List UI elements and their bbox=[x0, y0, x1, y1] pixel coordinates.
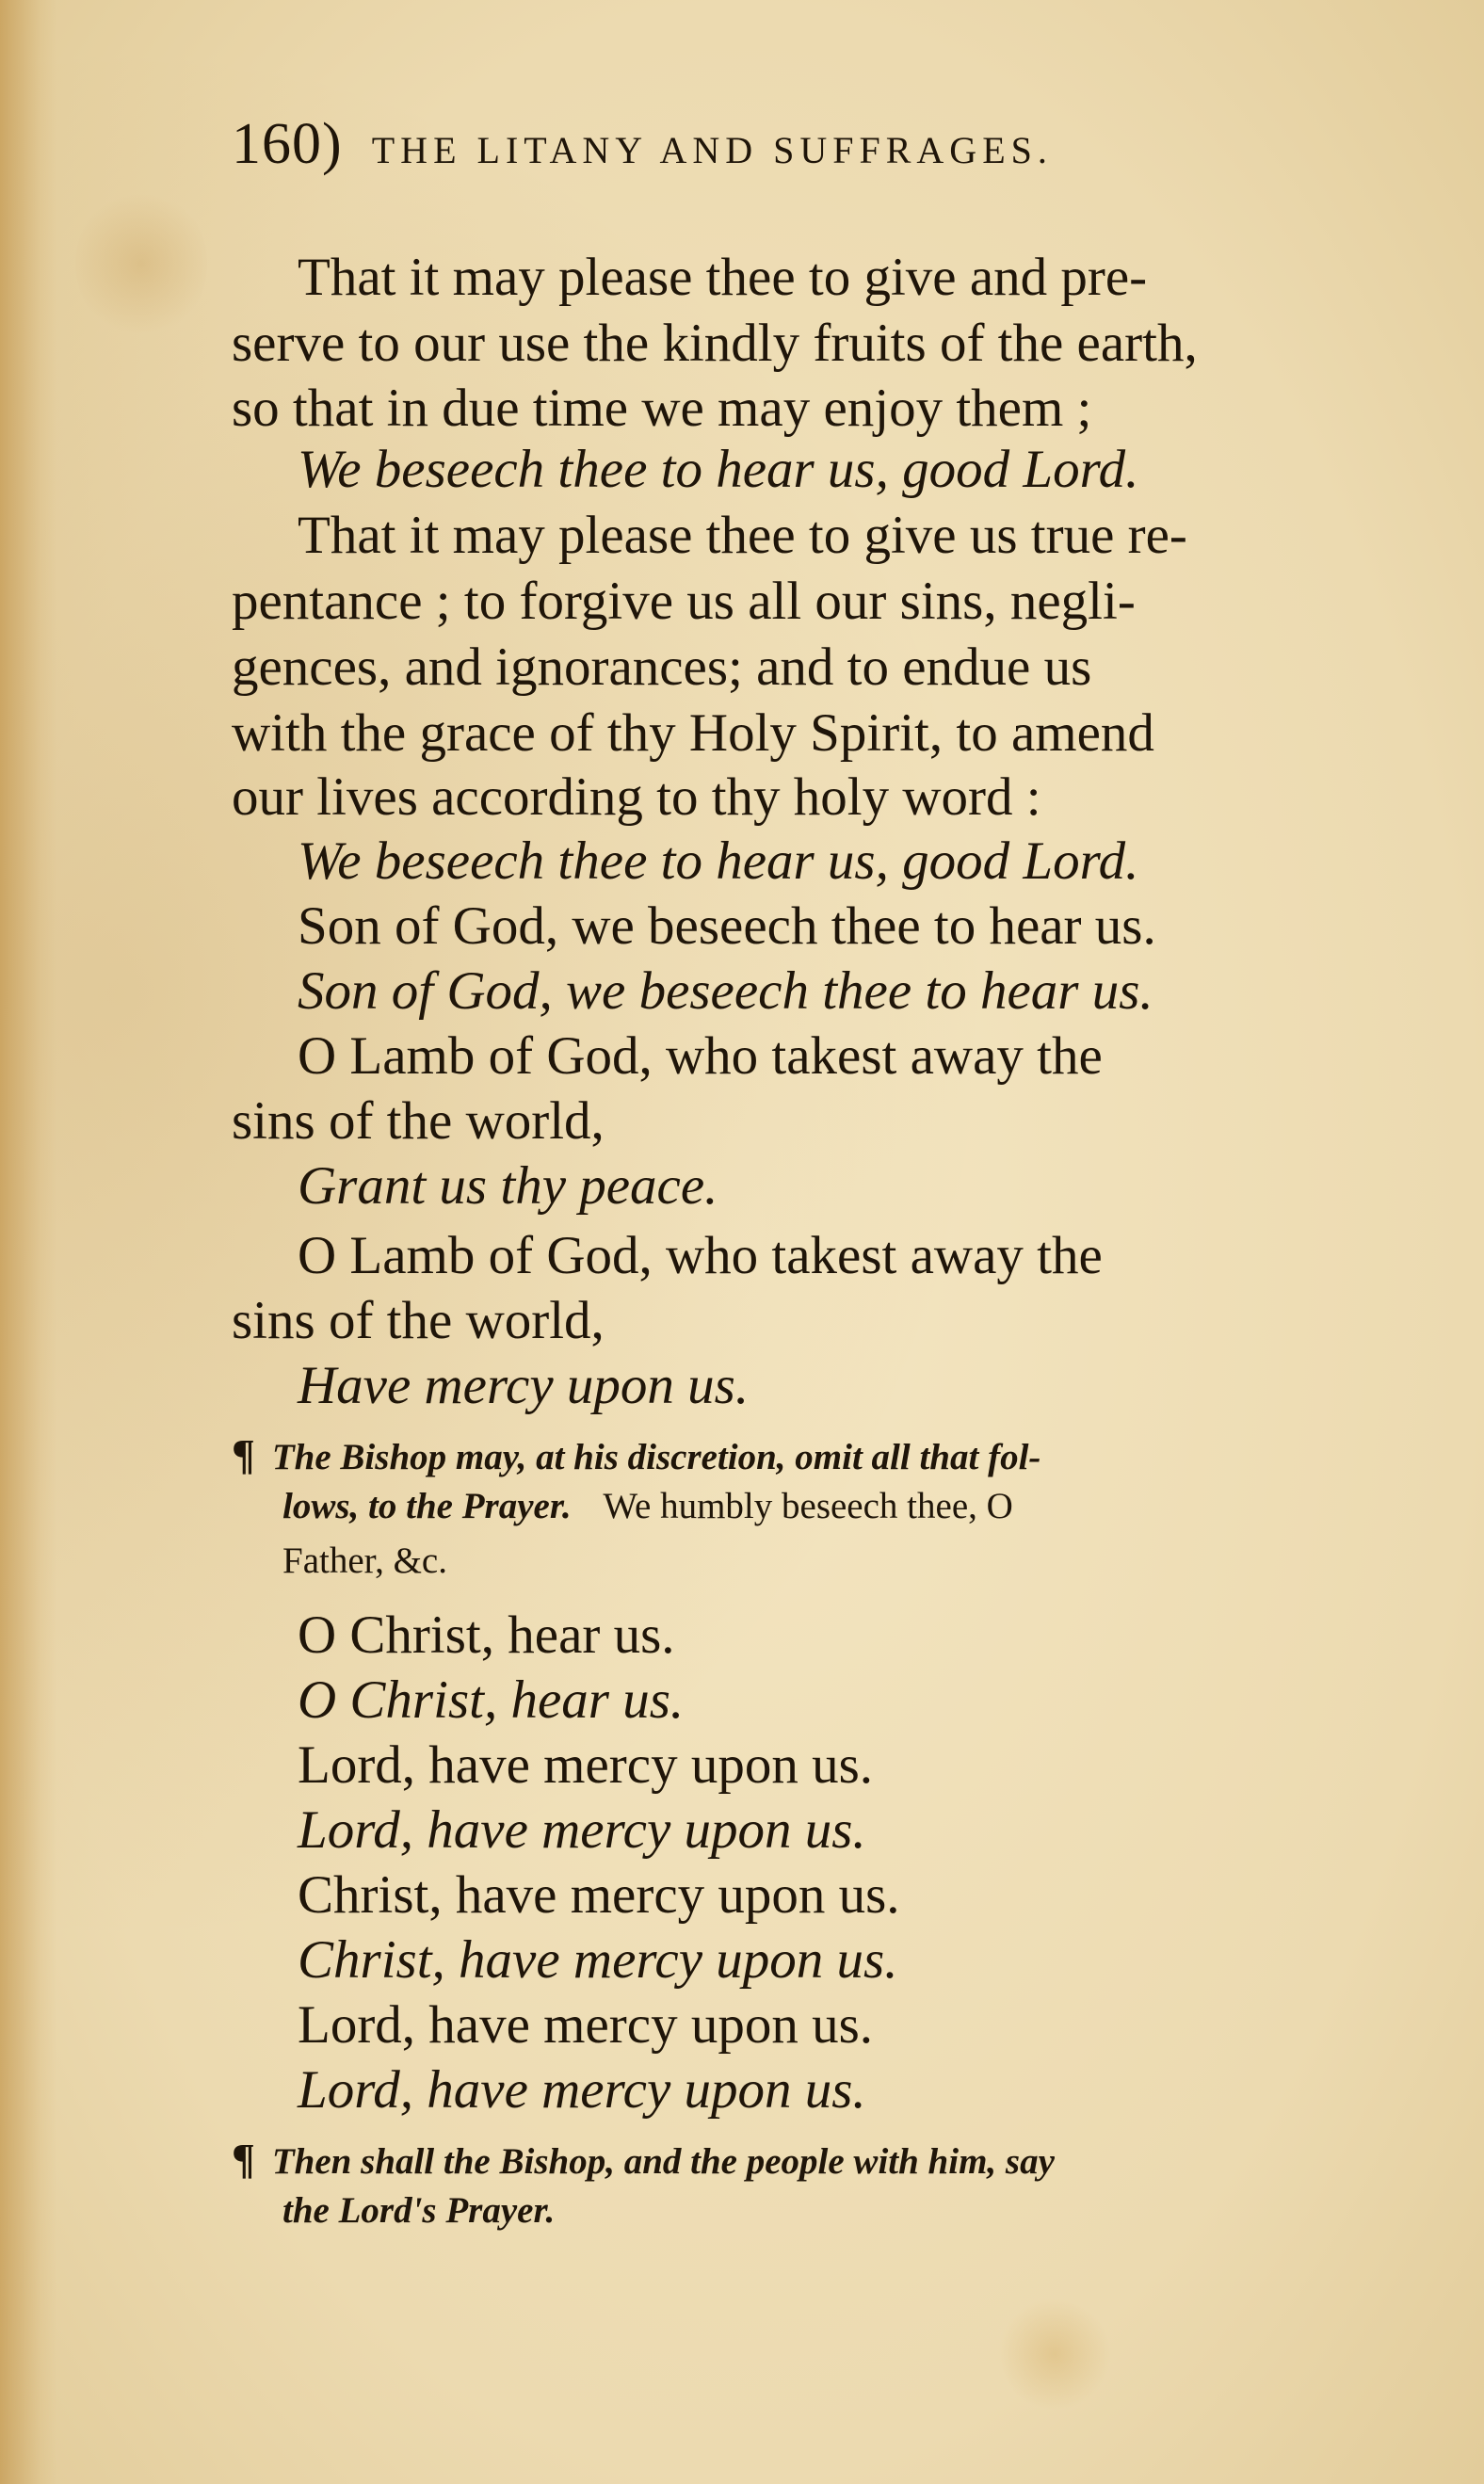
rubric-line: Father, &c. bbox=[282, 1540, 447, 1581]
rubric-text: Then shall the Bishop, and the people with him, say bbox=[271, 2141, 1055, 2182]
rubric-text: lows, to the Prayer. bbox=[282, 1486, 572, 1526]
verse-line: That it may please thee to give and pre- bbox=[298, 248, 1148, 307]
response-line: Son of God, we beseech thee to hear us. bbox=[298, 961, 1153, 1021]
response-line: O Christ, hear us. bbox=[298, 1670, 685, 1730]
verse-line: Son of God, we beseech thee to hear us. bbox=[298, 896, 1156, 956]
rubric-text: We humbly beseech thee, O bbox=[603, 1486, 1013, 1526]
verse-line: Lord, have mercy upon us. bbox=[298, 1735, 873, 1795]
rubric-line bbox=[282, 1488, 1013, 1524]
rubric-text: The Bishop may, at his discretion, omit all that fol- bbox=[271, 1437, 1041, 1477]
verse-line: pentance ; to forgive us all our sins, negli- bbox=[232, 572, 1136, 631]
rubric-line bbox=[232, 1430, 1041, 1478]
verse-line: serve to our use the kindly fruits of the earth, bbox=[232, 314, 1198, 373]
page-number: 160) bbox=[232, 112, 343, 176]
verse-line: That it may please thee to give us true re- bbox=[298, 506, 1187, 565]
response-line: We beseech thee to hear us, good Lord. bbox=[298, 831, 1139, 891]
response-line: Lord, have mercy upon us. bbox=[298, 2060, 866, 2120]
response-line: We beseech thee to hear us, good Lord. bbox=[298, 440, 1139, 499]
response-line: Christ, have mercy upon us. bbox=[298, 1930, 898, 1990]
verse-line: our lives according to thy holy word : bbox=[232, 767, 1041, 827]
verse-line: O Lamb of God, who takest away the bbox=[298, 1226, 1103, 1285]
paper-stain bbox=[998, 2298, 1111, 2411]
response-line: Grant us thy peace. bbox=[298, 1156, 718, 1216]
verse-line: Lord, have mercy upon us. bbox=[298, 1995, 873, 2055]
pilcrow-icon: ¶ bbox=[232, 1430, 255, 1478]
response-line: Lord, have mercy upon us. bbox=[298, 1800, 866, 1860]
page-header bbox=[232, 111, 1053, 178]
running-head: THE LITANY AND SUFFRAGES. bbox=[371, 129, 1053, 171]
verse-line: gences, and ignorances; and to endue us bbox=[232, 637, 1092, 697]
verse-line: sins of the world, bbox=[232, 1091, 605, 1151]
verse-line: with the grace of thy Holy Spirit, to amend bbox=[232, 703, 1154, 763]
response-line: Have mercy upon us. bbox=[298, 1356, 750, 1415]
verse-line: O Christ, hear us. bbox=[298, 1605, 675, 1665]
gutter-stain bbox=[0, 0, 56, 2484]
verse-line: Christ, have mercy upon us. bbox=[298, 1865, 900, 1925]
verse-line: so that in due time we may enjoy them ; bbox=[232, 379, 1092, 438]
paper-stain bbox=[75, 188, 207, 339]
rubric-line: the Lord's Prayer. bbox=[282, 2190, 556, 2231]
verse-line: sins of the world, bbox=[232, 1291, 605, 1350]
pilcrow-icon: ¶ bbox=[232, 2135, 255, 2183]
verse-line: O Lamb of God, who takest away the bbox=[298, 1026, 1103, 1086]
rubric-line bbox=[232, 2137, 1055, 2181]
